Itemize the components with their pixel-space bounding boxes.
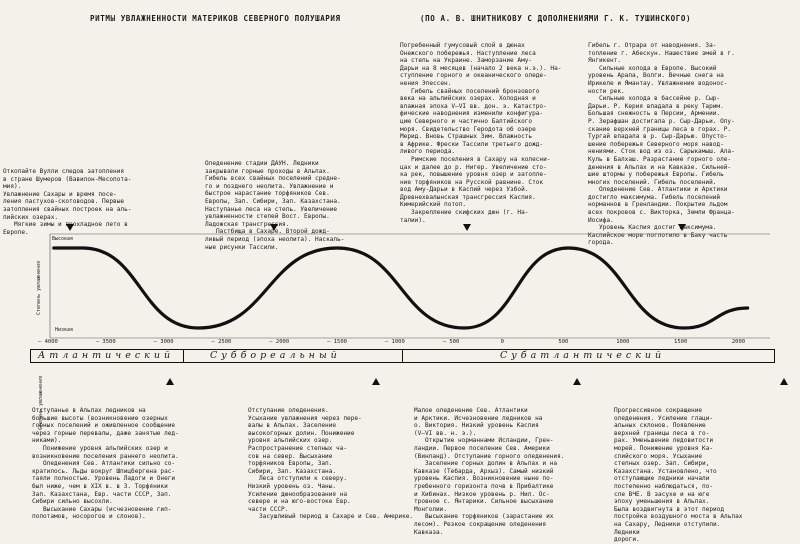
x-tick-label: 1500 — [674, 339, 688, 345]
x-tick-label: — 500 — [442, 339, 460, 345]
text-bottom-col3: Малое оледенение Сев. Атлантики и Арктики. Исчезновение ледников на о. Виктория. Низкий уровень Каспия (V—VI вв. н. э.). Открытие норманнами Исландии, Грен- ландии. Первое поселение Сев. Америки (Винланд). Отступание горного оледенения. Заселение горных долин в Альпах и на Кавказе (Тебарда, Архыз). Самый низкий уровень Каспия. Возникновение ныне по- гребенного горизонта почв в Прибалтике и Хибинах. Низкое уровень р. Нил. Ос- тровное с. Янтарики. Сильное высыхание Монголии. Высыхание торфяников (зарастание их лесом). Резкое сокращение оледенения Кавказа. — [414, 407, 565, 536]
x-tick-label: 2000 — [731, 339, 746, 345]
period-label-subboreal: Суббореальный — [210, 350, 341, 361]
y-label-high: Высокая — [52, 236, 74, 242]
period-divider — [30, 349, 31, 363]
text-top-col1: Откопайте Вулли следов затопления в стране Шумеров (Вавилон-Месопота- мия). Увлажнение Сахары и время посе- ления пастухов-скотоводов. Первые затопления свайных построек на аль- пийских озерах. Мягкие зимы и прохладное лето в Европе. — [3, 168, 132, 236]
y-axis-title: Степень увлажнения — [36, 260, 42, 315]
x-tick-label: — 4000 — [38, 339, 58, 345]
maximum-marker — [463, 224, 471, 231]
x-tick-label: — 3000 — [153, 339, 174, 345]
y-label-low: Низкая — [55, 327, 74, 333]
minimum-marker — [372, 378, 380, 385]
x-tick-label: — 2500 — [211, 339, 232, 345]
x-tick-label: — 1000 — [384, 339, 405, 345]
minimum-marker — [166, 378, 174, 385]
minimum-marker — [573, 378, 581, 385]
period-label-atlantic: Атлантический — [38, 350, 175, 361]
period-divider — [774, 349, 775, 363]
x-tick-label: — 3500 — [95, 339, 116, 345]
text-bottom-col1: Отступанье в Альпах ледников на большие высоты (возникновение озерных горных поселений и оживленное сообщение через горные перевалы, даже занятые лед- никами). Понижение уровня альпийских озер и возникновение поселения раннего неолита. Оледенения Сев. Атлантики сильно со- кратилось. Льды вокруг Шпицбергена рас- таяли полностью. Уровень Ладоги и Онеги был ниже, чем в XIX в. в 3. Торфяники Зап. Казахстана, Евр. части СССР, Зап. Сибири сильно высохли. Высыхание Сахары (исчезновение гип- попотамов, носорогов и слонов). — [32, 407, 179, 521]
period-label-subatlantic: Субатлантический — [500, 350, 666, 361]
x-tick-label: — 1500 — [327, 339, 347, 345]
maximum-marker — [66, 224, 74, 231]
text-bottom-col2: Отступание оледенения. Усыхание увлажнения через пере- валы в Альпах. Заселение высокогорных долин. Понижение уровня альпийских озер. Распространение степных ча- сов на север. Высыхание торфяников Европы, Зап. Сибири, Зап. Казахстана. Леса отступили к северу. Низкий уровень оз. Чаны. Усиление дюнообразования на севере и на юго-востоке Евр. части СССР. Засушливый период в Сахаре и Сев. Америке. — [248, 407, 414, 521]
text-bottom-col4: Прогрессивное сокращение оледенения. Усиление глаци- альных склонов. Появление верхней границы леса в го- рах. Уменьшение ледовитости морей. Понижение уровня Ка- спийского моря. Усыхание степных озер. Зап. Сибири, Казахстана. Установлено, что отступающие ледники начали постепенно наблюдаться, по- сле ВЧЕ. В засухе и на юге эпоху уменьшения в Альпах. Была воздвигнута в этот период постройка воздушного моста в Альпах на Сахару, Ледники отступили. Ледники дороги. — [614, 407, 743, 544]
side-label: Степень увлажнения — [38, 375, 44, 430]
maximum-marker — [270, 224, 278, 231]
x-tick-label: 500 — [558, 339, 569, 345]
humidity-curve — [54, 248, 748, 328]
header-title-left: РИТМЫ УВЛАЖНЕННОСТИ МАТЕРИКОВ СЕВЕРНОГО ПОЛУШАРИЯ — [90, 14, 341, 23]
period-divider — [402, 349, 403, 363]
header-title-right: (ПО А. В. ШНИТНИКОВУ С ДОПОЛНЕНИЯМИ Г. К. ТУШИНСКОГО) — [420, 14, 692, 23]
x-tick-label: 0 — [500, 339, 504, 345]
minimum-marker — [780, 378, 788, 385]
period-divider — [183, 349, 184, 363]
text-top-col2: Оледенение стадии ДАУН. Ледники закрывали горные проходы в Альпах. Гибель всех свайных поселений средне- го и позднего неолита. Увлажнение и быстрое нарастание торфяников Сев. Европы, Зап. Сибири, Зап. Казахстана. Наступанье леса на степь. Увеличение увлажненности степей Вост. Европы. Ладожская трансгрессия. Пастбища в Сахаре. Второй дожд- ливый период (эпоха неолита). Наскаль- ные рисунки Тассили. — [205, 160, 345, 251]
x-tick-label: — 2000 — [269, 339, 290, 345]
text-top-col3: Погребенный гумусовый слой в дюнах Онежского побережья. Наступление леса на степь на Украине. Заморзание Аму- Дарьи на 8 месяцев (начало 2 века н.э.). На- ступление горного и океанического оледе- нения Эпессен. Гибель свайных поселений бронзового века на альпийских озерах. Холодная и влажная эпоха V—VI вв. дон. э. Катастро- фические наводнения изменили конфигура- цию Северного и частично Балтийского моря. Свидетельство Геродота об озере Мерид. Вновь Страшных Зим. Влажность в Африке. Фрески Тассили третьего дожд- ливого периода. Римские поселения в Сахару на колесни- цах и далее до р. Нигер. Увеличение сто- ка рек, повышение уровня озер и затопле- ние торфяников на Русской равнине. Сток вод Аму-Дарьи в Каспий через Узбой. Древнехвалынская трансгрессия Каспия. Кимерийский потоп. Закрепление скифских дюн (г. На- талии). — [400, 42, 562, 224]
x-tick-label: 1000 — [616, 339, 630, 345]
maximum-marker — [678, 224, 686, 231]
text-top-col4: Гибель г. Отрара от наводнения. За- топление г. Абескун. Нашествие змей в г. Янгикент. Сильные холода в Европе. Высокий уровень Арала, Волги. Вечные снега на Ирикеле и Ямантау. Увлажнение водонос- ности рек. Сильные холода в бассейне р. Сыр- Дарьи. Р. Керия впадала в реку Тарим. Большая снежность в Персии, Армении. Р. Зерафшан достигала р. Сыр-Дарьи. Опу- скание верхней границы леса в горах. Р. Тургай впадала в р. Сыр-Дарью. Опусто- шение побережья Северного моря навод- нениями. Сток вод из оз. Сарыкамыш. Ала- Куль в Балхаш. Разрастание горного оле- денения в Альпах и на Кавказе. Сильней- шие штормы у побережья Европы. Гибель многих поселений. Гибель поселений. Оледенение Сев. Атлантики и Арктики достигло максимума. Гибель поселений норманнов в Гренландии. Покрытие льдом всех покровов с. Викторка, Земли Франца- Иосифа. Уровень Каспия достиг максимума. Каспийское море поглотило в Баку часть города. — [588, 42, 735, 247]
